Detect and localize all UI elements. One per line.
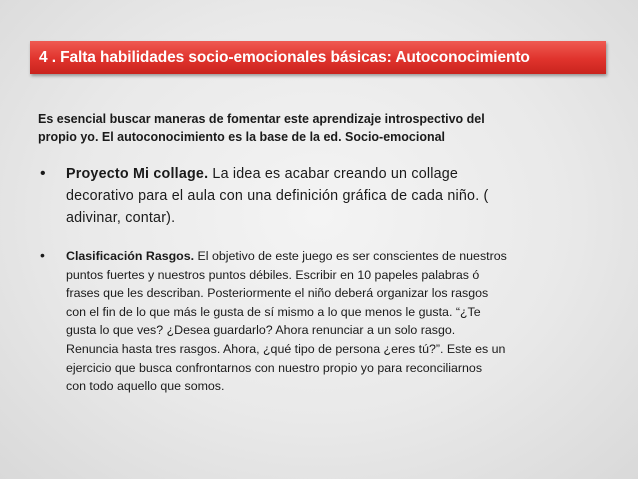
intro-line: propio yo. El autoconocimiento es la base de la ed. Socio-emocional (38, 130, 446, 144)
bullet-marker: • (40, 247, 45, 263)
bullet-heading: Proyecto Mi collage. (66, 166, 209, 182)
title-banner (30, 41, 606, 74)
bullet-line: ejercicio que busca confrontarnos con nuestro propio yo para reconciliarnos (66, 360, 483, 375)
bullet-text: La idea es acabar creando un collage (208, 166, 459, 182)
bullet-heading: Clasificación Rasgos. (66, 249, 195, 263)
bullet-line: puntos fuertes y nuestros puntos débiles. Escribir en 10 papeles palabras ó (66, 267, 480, 282)
bullet-line: con el fin de lo que más le gusta de sí mismo a lo que menos le gusta. “¿Te (66, 304, 481, 319)
bullet-line: decorativo para el aula con una definición gráfica de cada niño. ( (66, 188, 489, 204)
bullet-marker: • (40, 165, 46, 182)
bullet-list (38, 163, 613, 396)
bullet-line: Renuncia hasta tres rasgos. Ahora, ¿qué tipo de persona ¿eres tú?”. Este es un (66, 341, 506, 356)
bullet-line: frases que les describan. Posteriormente el niño deberá organizar los rasgos (66, 286, 489, 301)
bullet-line (66, 163, 613, 185)
bullet-line: adivinar, contar). (66, 210, 176, 226)
bullet-line (66, 247, 613, 266)
intro-line: Es esencial buscar maneras de fomentar este aprendizaje introspectivo del (38, 112, 485, 126)
intro-paragraph (38, 110, 608, 146)
bullet-item-rasgos (38, 247, 613, 396)
bullet-item-collage (38, 163, 613, 229)
bullet-line: gusta lo que ves? ¿Desea guardarlo? Ahora renunciar a un solo rasgo. (66, 323, 456, 338)
bullet-text: El objetivo de este juego es ser conscientes de nuestros (194, 249, 507, 263)
bullet-line: con todo aquello que somos. (66, 379, 225, 394)
slide-title: 4 . Falta habilidades socio-emocionales básicas: Autoconocimiento (39, 48, 530, 66)
